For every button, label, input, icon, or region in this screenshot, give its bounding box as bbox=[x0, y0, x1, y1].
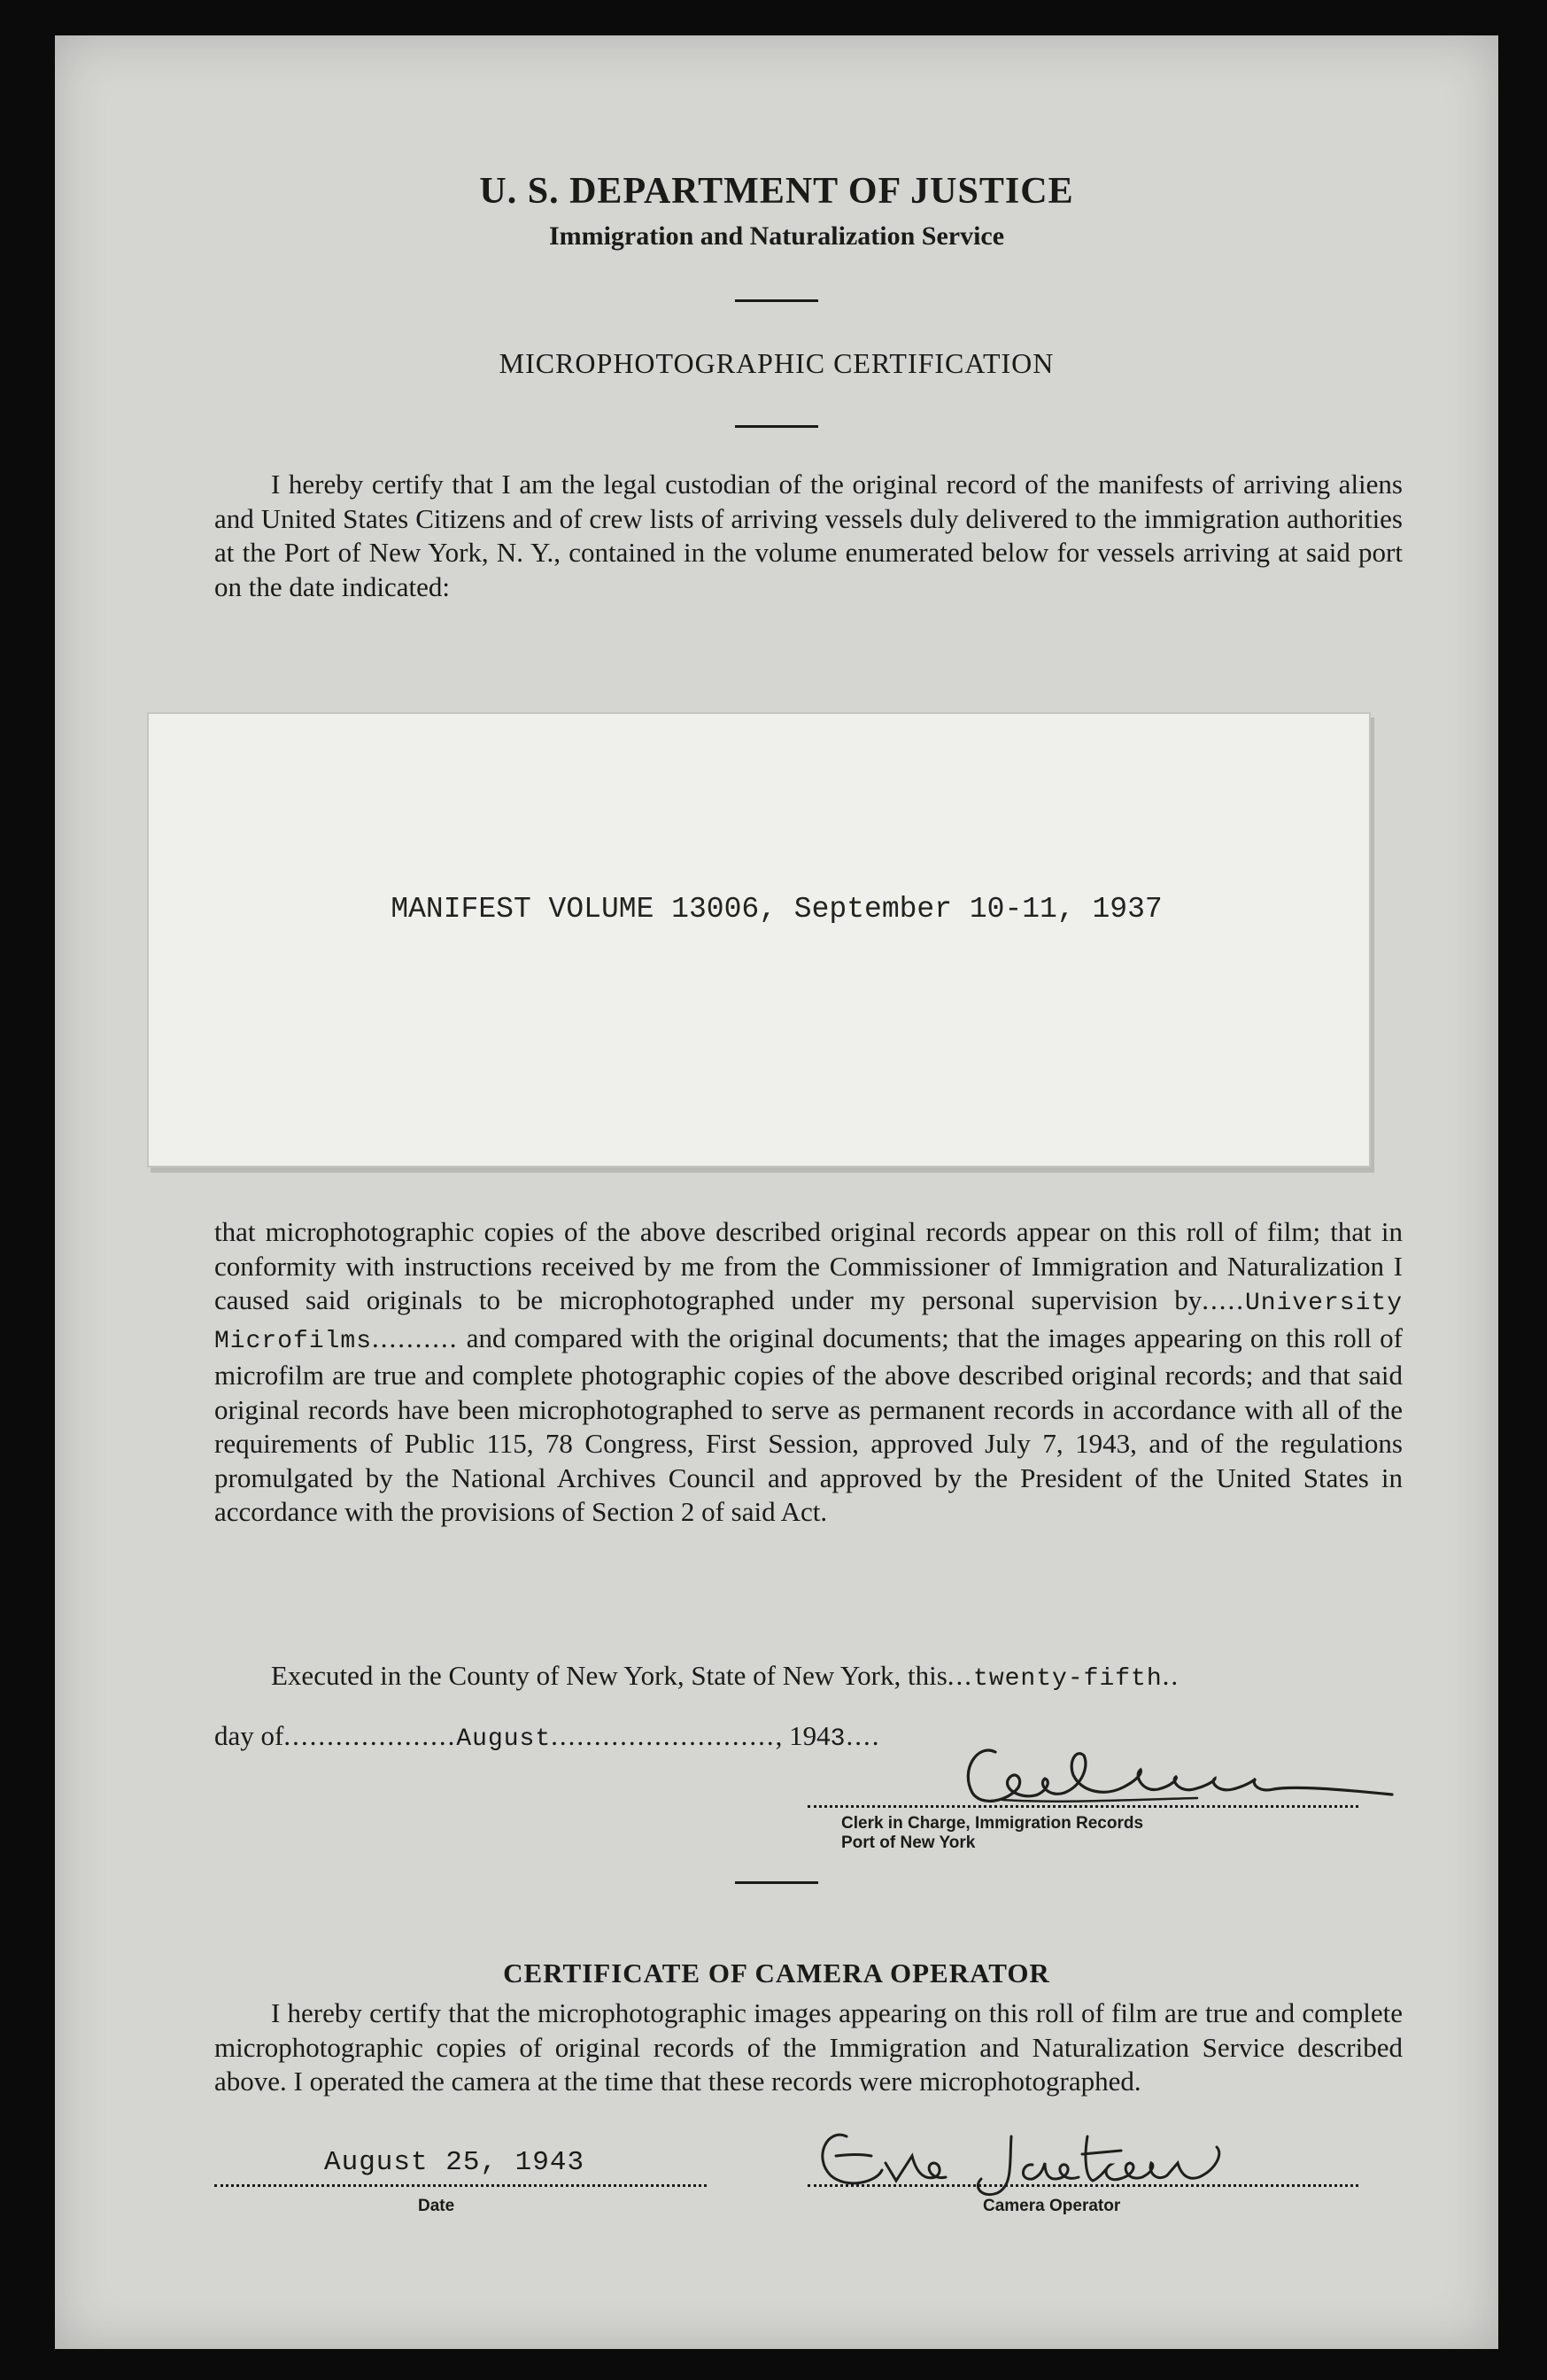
intro-paragraph: I hereby certify that I am the legal custodian of the original record of the manifests of arriving aliens and United States Citizens and of crew lists of arriving vessels duly delivered to the immigration authorities at the Port of New York, N. Y., contained in the volume enumerated below for vessels arriving at said port on the date indicated: bbox=[214, 469, 1403, 602]
operator-signature-line bbox=[808, 2184, 1358, 2187]
executed-day: twenty-fifth bbox=[973, 1665, 1163, 1693]
clerk-signature-line bbox=[808, 1805, 1358, 1808]
divider bbox=[735, 425, 818, 428]
certification-body: that microphotographic copies of the above described original records appear on this roll of film; that in conformity with instructions received by me from the Commissioner of Immigration and Naturalization I caused said originals to be microphotographed under my personal supervision by.....University Microfilms.......... and compared with the original documents; that the images appearing on this roll of microfilm are true and complete photographic copies of the above described original records; and that said original records have been microphotographed to serve as permanent records in accordance with all of the requirements of Public 115, 78 Congress, First Session, approved July 7, 1943, and of the regulations promulgated by the National Archives Council and approved by the President of the United States in accordance with the provisions of Section 2 of said Act. bbox=[214, 1216, 1404, 1527]
divider bbox=[735, 299, 818, 302]
executed-month: August bbox=[456, 1725, 552, 1753]
manifest-volume: MANIFEST VOLUME 13006, September 10-11, 1937 bbox=[391, 893, 1163, 926]
day-of-label: day of bbox=[214, 1720, 284, 1751]
executed-line: Executed in the County of New York, State of New York, this...twenty-fifth.. bbox=[271, 1660, 1180, 1693]
camera-certificate-title: CERTIFICATE OF CAMERA OPERATOR bbox=[503, 1957, 1050, 1989]
executed-prefix: Executed in the County of New York, State of New York, this bbox=[271, 1660, 948, 1691]
contractor-name: University Microfilms bbox=[214, 1290, 1403, 1355]
year-prefix: 194 bbox=[789, 1720, 831, 1751]
certificate-sheet bbox=[55, 35, 1498, 2349]
volume-card bbox=[147, 712, 1371, 1167]
service-heading: Immigration and Naturalization Service bbox=[548, 221, 1005, 251]
divider bbox=[735, 1881, 818, 1884]
camera-operator-signature bbox=[801, 2101, 1296, 2207]
body-part1: that microphotographic copies of the above described original records appear on this roll of film; that in conformity with instructions received by me from the Commissioner of Immigration and Naturalization I caused said originals to be microphotographed under my personal supervision by bbox=[214, 1216, 1403, 1315]
department-heading: U. S. DEPARTMENT OF JUSTICE bbox=[479, 171, 1074, 212]
document-title: MICROPHOTOGRAPHIC CERTIFICATION bbox=[499, 347, 1055, 379]
date-caption: Date bbox=[418, 2197, 455, 2215]
clerk-signature bbox=[949, 1718, 1410, 1818]
clerk-caption: Clerk in Charge, Immigration Records Port of New York bbox=[841, 1814, 1144, 1852]
camera-certificate-text: I hereby certify that the microphotographic images appearing on this roll of film are true and complete microphotographic copies of original records of the Immigration and Naturalization Service described above. I operated the camera at the time that these records were microphotographed. bbox=[214, 1997, 1403, 2097]
date-line bbox=[214, 2184, 707, 2187]
body-part2: and compared with the original documents; that the images appearing on this roll of microfilm are true and complete photographic copies of the above described original records; and that said original records have been microphotographed to serve as permanent records in accordance with all of the requirements of Public 115, 78 Congress, First Session, approved July 7, 1943, and of the regulations promulgated by the National Archives Council and approved by the President of the United States in accordance with the provisions of Section 2 of said Act. bbox=[214, 1322, 1404, 1527]
year-digit: 3 bbox=[830, 1725, 847, 1753]
operator-caption: Camera Operator bbox=[983, 2197, 1121, 2215]
certificate-date: August 25, 1943 bbox=[324, 2147, 585, 2178]
day-of-line: day of....................August.........................., 1943.... bbox=[214, 1720, 881, 1753]
